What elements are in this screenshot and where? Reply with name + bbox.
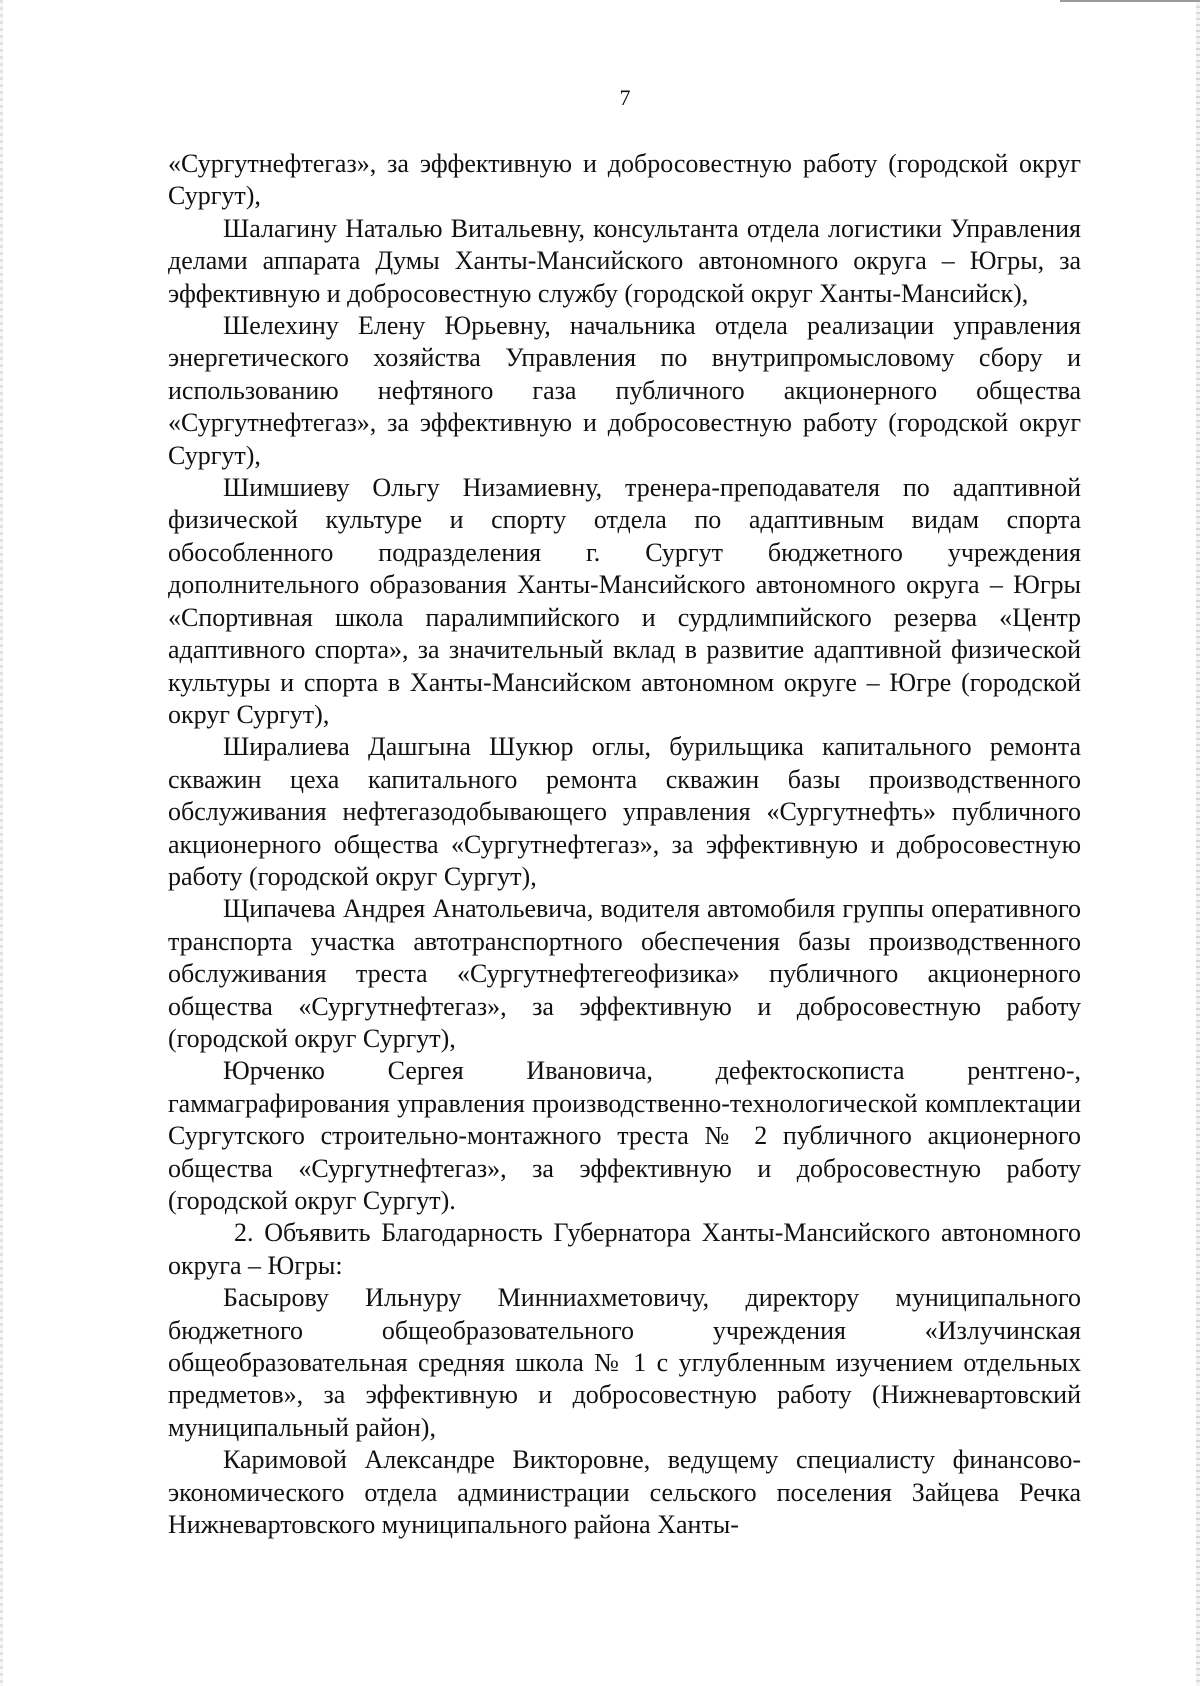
paragraph-continuation: «Сургутнефтегаз», за эффективную и добросовестную работу (городской округ Сургут), (168, 149, 1081, 211)
paragraph-basyrov: Басырову Ильнуру Минниахметовичу, директору муниципального бюджетного общеобразовательного учреждения «Излучинская общеобразовательная средняя школа № 1 с углубленным изучением отдельных предметов», за эффективную и добросовестную работу (Нижневартовский муниципальный район), (168, 1283, 1081, 1442)
page-number: 7 (619, 85, 631, 110)
paragraph-item-2: 2. Объявить Благодарность Губернатора Ханты-Мансийского автономного округа – Югры: (168, 1218, 1081, 1280)
paragraph-shalagina: Шалагину Наталью Витальевну, консультанта отдела логистики Управления делами аппарата Думы Ханты-Мансийского автономного округа – Югры, за эффективную и добросовестную службу (городской округ Ханты-Мансийск), (168, 213, 1081, 308)
scan-top-line (1060, 0, 1200, 2)
scan-edge-right (1196, 0, 1200, 1686)
scan-edge-left (0, 0, 3, 1686)
paragraph-karimova: Каримовой Александре Викторовне, ведущему специалисту финансово-экономического отдела администрации сельского поселения Зайцева Речка Нижневартовского муниципального района Ханты- (168, 1445, 1081, 1540)
document-body (168, 148, 1081, 1541)
paragraph-shimshieva: Шимшиеву Ольгу Низамиевну, тренера-преподавателя по адаптивной физической культуре и спорту отдела по адаптивным видам спорта обособленного подразделения г. Сургут бюджетного учреждения дополнительного образования Ханты-Мансийского автономного округа – Югры «Спортивная школа паралимпийского и сурдлимпийского резерва «Центр адаптивного спорта», за значительный вклад в развитие адаптивной физической культуры и спорта в Ханты-Мансийском автономном округе – Югре (городской округ Сургут), (168, 473, 1081, 729)
paragraph-shiraliev: Ширалиева Дашгына Шукюр оглы, бурильщика капитального ремонта скважин цеха капитального ремонта скважин базы производственного обслуживания нефтегазодобывающего управления «Сургутнефть» публичного акционерного общества «Сургутнефтегаз», за эффективную и добросовестную работу (городской округ Сургут), (168, 732, 1081, 891)
paragraph-shchipachev: Щипачева Андрея Анатольевича, водителя автомобиля группы оперативного транспорта участка автотранспортного обеспечения базы производственного обслуживания треста «Сургутнефтегеофизика» публичного акционерного общества «Сургутнефтегаз», за эффективную и добросовестную работу (городской округ Сургут), (168, 894, 1081, 1053)
paragraph-shelekhina: Шелехину Елену Юрьевну, начальника отдела реализации управления энергетического хозяйства Управления по внутрипромысловому сбору и использованию нефтяного газа публичного акционерного общества «Сургутнефтегаз», за эффективную и добросовестную работу (городской округ Сургут), (168, 311, 1081, 470)
paragraph-yurchenko: Юрченко Сергея Ивановича, дефектоскописта рентгено-, гаммаграфирования управления производственно-технологической комплектации Сургутского строительно-монтажного треста № 2 публичного акционерного общества «Сургутнефтегаз», за эффективную и добросовестную работу (городской округ Сургут). (168, 1056, 1081, 1215)
